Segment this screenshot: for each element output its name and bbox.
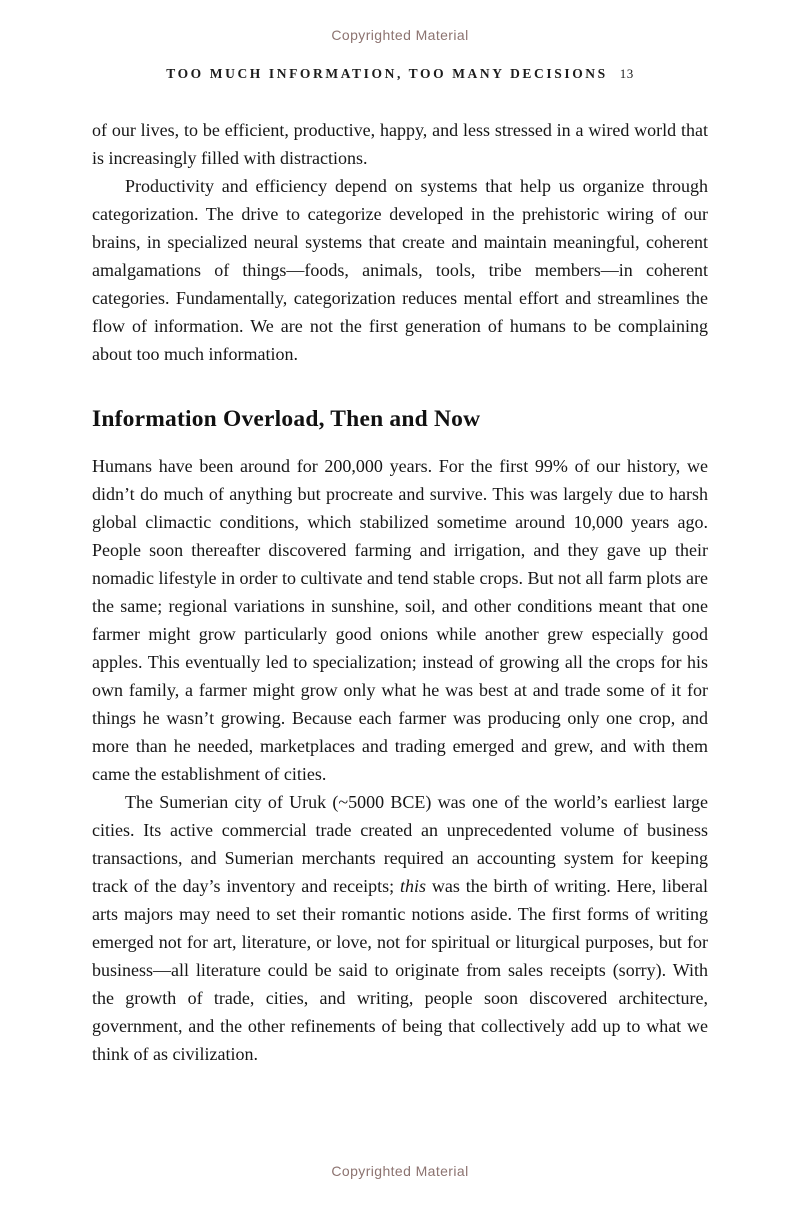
text-segment: of our lives, to be efficient, productive, happy, and less stressed in a wired world that is increasingly filled with distractions. (92, 120, 708, 168)
text-segment: Humans have been around for 200,000 years. For the first 99% of our history, we didn’t do much of anything but procreate and survive. This was largely due to harsh global climactic conditions, which stabilized sometime around 10,000 years ago. People soon thereafter discovered farming and irrigation, and they gave up their nomadic lifestyle in order to cultivate and tend stable crops. But not all farm plots are the same; regional variations in sunshine, soil, and other conditions meant that one farmer might grow particularly good onions while another grew especially good apples. This eventually led to specialization; instead of growing all the crops for his own family, a farmer might grow only what he was best at and trade some of it for things he wasn’t growing. Because each farmer was producing only one crop, and more than he needed, marketplaces and trading emerged and grew, and with them came the establishment of cities. (92, 456, 708, 784)
paragraph (92, 172, 708, 368)
copyright-notice-top: Copyrighted Material (331, 27, 469, 43)
body-text-block (92, 116, 708, 1068)
text-segment: Productivity and efficiency depend on systems that help us organize through categorization. The drive to categorize developed in the prehistoric wiring of our brains, in specialized neural systems that create and maintain meaningful, coherent amalgamations of things—foods, animals, tools, tribe members—in coherent categories. Fundamentally, categorization reduces mental effort and streamlines the flow of information. We are not the first generation of humans to be complaining about too much information. (92, 176, 708, 364)
italic-text: this (399, 876, 426, 896)
text-segment: was the birth of writing. Here, liberal arts majors may need to set their romantic notions aside. The first forms of writing emerged not for art, literature, or love, not for spiritual or liturgical purposes, but for business—all literature could be said to originate from sales receipts (sorry). With the growth of trade, cities, and writing, people soon discovered architecture, government, and the other refinements of being that collectively add up to what we think of as civilization. (92, 876, 708, 1064)
chapter-running-title: TOO MUCH INFORMATION, TOO MANY DECISIONS (166, 66, 608, 81)
paragraph (92, 452, 708, 788)
paragraph-continuation (92, 116, 708, 172)
copyright-notice-bottom: Copyrighted Material (331, 1163, 469, 1179)
section-heading: Information Overload, Then and Now (92, 406, 481, 432)
page-number: 13 (619, 66, 634, 81)
running-header (0, 65, 800, 83)
text-segment: The Sumerian city of Uruk (~5000 BCE) was one of the world’s earliest large cities. Its active commercial trade created an unprecedented volume of business transactions, and Sumerian merchants required an accounting system for keeping track of the day’s inventory and receipts; (92, 792, 708, 896)
paragraph (92, 788, 708, 1068)
